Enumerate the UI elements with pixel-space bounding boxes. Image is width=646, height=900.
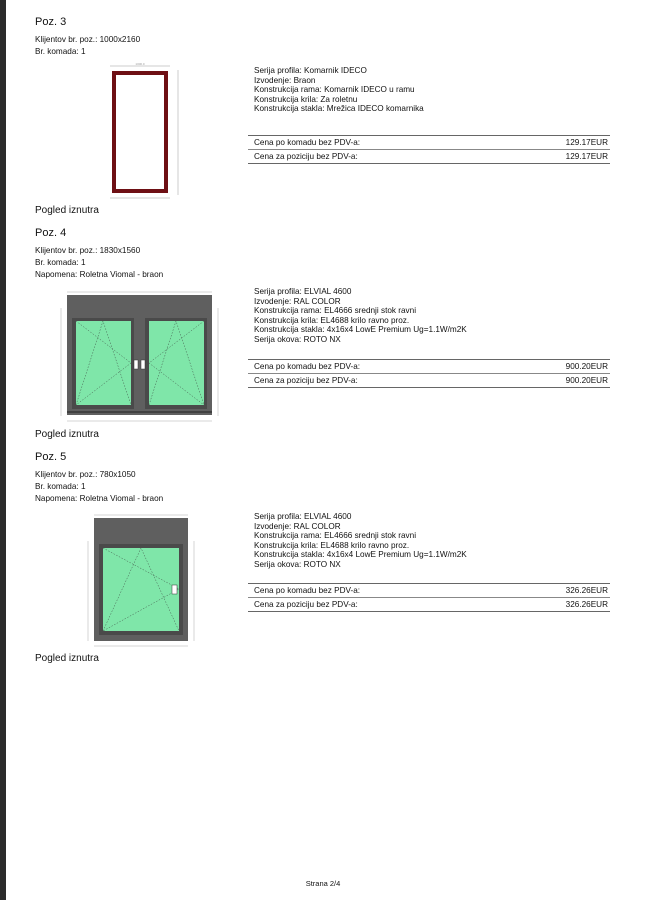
- prices-poz4: [248, 359, 610, 388]
- price-unit-label: Cena po komadu bez PDV-a:: [254, 586, 361, 595]
- spec-line: Izvodenje: RAL COLOR: [254, 296, 341, 306]
- price-unit-row: [248, 360, 610, 374]
- view-label: Pogled iznutra: [35, 429, 99, 440]
- page-left-edge: [0, 0, 6, 900]
- spec-line: Serija profila: ELVIAL 4600: [254, 287, 352, 296]
- client-position: Klijentov br. poz.: 780x1050: [35, 470, 136, 479]
- client-position: Klijentov br. poz.: 1000x2160: [35, 35, 141, 44]
- price-unit-row: [248, 584, 610, 598]
- note: Napomena: Roletna Viomal - braon: [35, 494, 164, 503]
- spec-line: Konstrukcija stakla: Mrežica IDECO komarnika: [254, 104, 424, 114]
- client-position: Klijentov br. poz.: 1830x1560: [35, 246, 141, 255]
- page-number: Strana 2/4: [305, 879, 341, 888]
- window-drawing-poz3: [100, 60, 190, 202]
- price-position-value: 900.20EUR: [565, 376, 608, 385]
- price-unit-value: 129.17EUR: [565, 138, 608, 147]
- spec-line: Serija profila: Komarnik IDECO: [254, 66, 367, 75]
- position-title: Poz. 3: [35, 16, 67, 28]
- spec-line: Izvodenje: Braon: [254, 75, 316, 85]
- price-position-row: [248, 598, 610, 611]
- prices-poz5: [248, 583, 610, 612]
- price-position-row: [248, 374, 610, 387]
- price-position-label: Cena za poziciju bez PDV-a:: [254, 376, 358, 385]
- spec-line: Izvodenje: RAL COLOR: [254, 521, 341, 531]
- window-drawing-poz4: [55, 288, 230, 428]
- spec-line: Konstrukcija stakla: 4x16x4 LowE Premium Ug=1.1W/m2K: [254, 325, 467, 335]
- price-position-value: 326.26EUR: [565, 600, 608, 609]
- spec-line: Serija okova: ROTO NX: [254, 334, 341, 344]
- piece-count: Br. komada: 1: [35, 47, 86, 56]
- view-label: Pogled iznutra: [35, 653, 99, 664]
- piece-count: Br. komada: 1: [35, 258, 86, 267]
- position-5-header: [35, 451, 625, 505]
- view-label: Pogled iznutra: [35, 205, 99, 216]
- price-position-label: Cena za poziciju bez PDV-a:: [254, 600, 358, 609]
- price-unit-label: Cena po komadu bez PDV-a:: [254, 138, 361, 147]
- prices-poz3: [248, 135, 610, 164]
- spec-line: Serija okova: ROTO NX: [254, 559, 341, 569]
- position-4-header: [35, 227, 625, 281]
- specs-poz5: [254, 512, 467, 570]
- note: Napomena: Roletna Viomal - braon: [35, 270, 164, 279]
- spec-line: Konstrukcija stakla: 4x16x4 LowE Premium Ug=1.1W/m2K: [254, 550, 467, 560]
- spec-line: Konstrukcija krila: EL4688 krilo ravno proz.: [254, 540, 410, 550]
- spec-line: Konstrukcija rama: Komarnik IDECO u ramu: [254, 85, 415, 95]
- specs-poz3: [254, 66, 424, 114]
- position-title: Poz. 5: [35, 451, 67, 463]
- price-position-value: 129.17EUR: [565, 152, 608, 161]
- spec-line: Konstrukcija rama: EL4666 srednji stok ravni: [254, 306, 417, 316]
- position-3-header: [35, 16, 625, 58]
- spec-line: Konstrukcija krila: EL4688 krilo ravno proz.: [254, 315, 410, 325]
- spec-line: Konstrukcija rama: EL4666 srednji stok ravni: [254, 531, 417, 541]
- price-unit-label: Cena po komadu bez PDV-a:: [254, 362, 361, 371]
- position-title: Poz. 4: [35, 227, 67, 239]
- piece-count: Br. komada: 1: [35, 482, 86, 491]
- price-position-row: [248, 150, 610, 163]
- specs-poz4: [254, 287, 467, 345]
- spec-line: Serija profila: ELVIAL 4600: [254, 512, 352, 521]
- price-position-label: Cena za poziciju bez PDV-a:: [254, 152, 358, 161]
- price-unit-value: 900.20EUR: [565, 362, 608, 371]
- price-unit-value: 326.26EUR: [565, 586, 608, 595]
- spec-line: Konstrukcija krila: Za roletnu: [254, 94, 358, 104]
- window-drawing-poz5: [82, 511, 202, 651]
- svg-text:1000.0: 1000.0: [135, 62, 145, 66]
- price-unit-row: [248, 136, 610, 150]
